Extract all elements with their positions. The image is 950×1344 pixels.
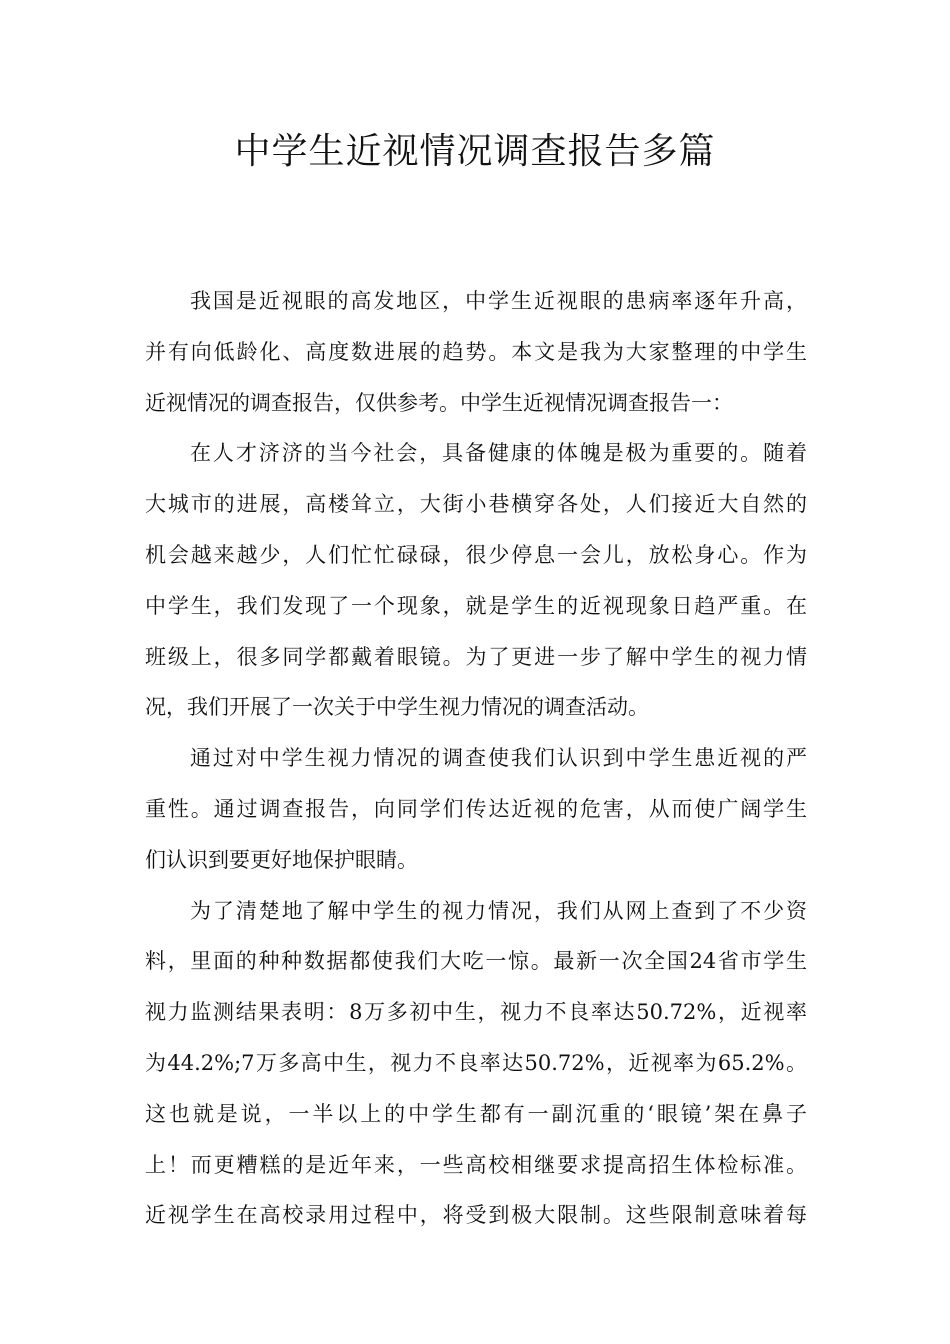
- paragraph-line: 这也就是说，一半以上的中学生都有一副沉重的‘眼镜’架在鼻子: [145, 1101, 807, 1126]
- paragraph-line: 班级上，很多同学都戴着眼镜。为了更进一步了解中学生的视力情: [145, 644, 807, 669]
- document-title: 中学生近视情况调查报告多篇: [234, 131, 716, 172]
- paragraph-line: 我国是近视眼的高发地区，中学生近视眼的患病率逐年升高，: [190, 289, 807, 313]
- paragraph-line: 况，我们开展了一次关于中学生视力情况的调查活动。: [145, 695, 649, 720]
- paragraph-line: 近视情况的调查报告，仅供参考。中学生近视情况调查报告一：: [145, 390, 733, 415]
- paragraph-line: 在人才济济的当今社会，具备健康的体魄是极为重要的。随着: [190, 441, 807, 466]
- document-body: [145, 276, 807, 1241]
- paragraph-line: 视力监测结果表明：8万多初中生，视力不良率达50.72%，近视率: [145, 1000, 807, 1025]
- paragraph-line: 机会越来越少，人们忙忙碌碌，很少停息一会儿，放松身心。作为: [145, 542, 807, 567]
- paragraph-line: 上！而更糟糕的是近年来，一些高校相继要求提高招生体检标准。: [145, 1152, 807, 1177]
- paragraph-line: 并有向低龄化、高度数进展的趋势。本文是我为大家整理的中学生: [145, 339, 807, 364]
- paragraph-line: 近视学生在高校录用过程中，将受到极大限制。这些限制意味着每: [145, 1203, 807, 1228]
- paragraph-line: 中学生，我们发现了一个现象，就是学生的近视现象日趋严重。在: [145, 593, 807, 618]
- paragraph-line: 重性。通过调查报告，向同学们传达近视的危害，从而使广阔学生: [145, 796, 807, 821]
- paragraph-line: 为44.2%;7万多高中生，视力不良率达50.72%，近视率为65.2%。: [145, 1050, 807, 1075]
- paragraph-line: 为了清楚地了解中学生的视力情况，我们从网上查到了不少资: [190, 898, 807, 923]
- paragraph-line: 通过对中学生视力情况的调查使我们认识到中学生患近视的严: [190, 746, 807, 771]
- paragraph-line: 料，里面的种种数据都使我们大吃一惊。最新一次全国24省市学生: [145, 949, 807, 974]
- paragraph-line: 大城市的进展，高楼耸立，大街小巷横穿各处，人们接近大自然的: [145, 492, 807, 517]
- paragraph-line: 们认识到要更好地保护眼睛。: [145, 847, 418, 872]
